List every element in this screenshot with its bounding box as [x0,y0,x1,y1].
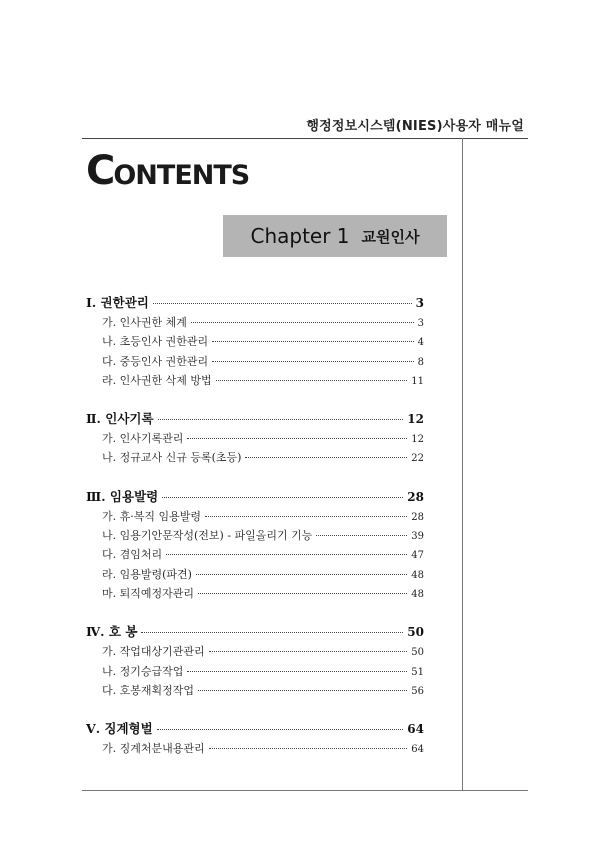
toc-page-number: 8 [417,356,424,368]
toc-page-number: 4 [417,337,424,349]
dot-leader [187,438,407,439]
toc-entry-label: 마. 퇴직예정자관리 [102,586,195,600]
toc-item-entry[interactable] [86,566,424,585]
contents-heading [86,148,249,194]
toc-entry-label: 다. 겸임처리 [102,548,163,562]
toc-item-entry[interactable] [86,449,424,468]
toc-item-entry[interactable] [86,546,424,565]
table-of-contents [86,293,424,777]
toc-item-entry[interactable] [86,585,424,604]
toc-page-number: 48 [411,588,424,600]
toc-entry-label: 가. 징계처분내용관리 [102,742,205,756]
toc-item-entry[interactable] [86,372,424,391]
dot-leader [198,690,407,691]
toc-page-number: 50 [411,647,424,659]
manual-title: 행정정보시스템(NIES)사용자 매뉴얼 [306,119,524,134]
toc-section [86,293,424,391]
toc-entry-label: 라. 인사권한 삭제 방법 [102,373,212,387]
toc-entry-label: Ⅳ. 호 봉 [86,624,138,640]
dot-leader [209,748,408,749]
toc-entry-label: Ⅱ. 인사기록 [86,411,154,427]
toc-page-number: 28 [407,489,424,504]
contents-heading-initial: C [86,148,114,194]
dot-leader [245,457,407,458]
dot-leader [316,535,407,536]
toc-entry-label: 나. 임용기안문작성(전보) - 파일올리기 기능 [102,529,313,543]
toc-section [86,719,424,759]
toc-page-number: 64 [411,744,424,756]
dot-leader [157,729,404,730]
toc-entry-label: 가. 인사기록관리 [102,432,184,446]
toc-item-entry[interactable] [86,663,424,682]
toc-item-entry[interactable] [86,740,424,759]
toc-entry-label: 다. 호봉재획정작업 [102,683,195,697]
toc-entry-label: Ⅰ. 권한관리 [86,295,149,310]
toc-section [86,622,424,701]
toc-page-number: 39 [411,531,424,543]
toc-page-number: 48 [411,569,424,581]
dot-leader [198,593,407,594]
toc-entry-label: 나. 초등인사 권한관리 [102,335,209,349]
toc-page-number: 28 [411,511,424,523]
toc-item-entry[interactable] [86,527,424,546]
chapter-number: Chapter 1 [250,224,350,248]
dot-leader [162,497,403,498]
dot-leader [153,303,412,304]
side-rule [462,138,463,790]
dot-leader [196,574,407,575]
toc-page-number: 64 [407,722,424,737]
dot-leader [166,554,407,555]
toc-section-entry[interactable] [86,409,424,430]
toc-item-entry[interactable] [86,643,424,662]
toc-entry-label: Ⅴ. 징계형벌 [86,721,153,737]
dot-leader [191,322,414,323]
chapter-banner [223,215,447,257]
toc-item-entry[interactable] [86,353,424,372]
toc-page-number: 3 [415,296,424,310]
dot-leader [212,361,414,362]
toc-item-entry[interactable] [86,508,424,527]
toc-entry-label: 라. 임용발령(파견) [102,567,192,581]
toc-section-entry[interactable] [86,622,424,643]
toc-entry-label: 가. 작업대상기관관리 [102,645,205,659]
toc-entry-label: 다. 중등인사 권한관리 [102,354,209,368]
toc-page-number: 56 [411,685,424,697]
dot-leader [187,671,407,672]
toc-page-number: 12 [407,412,424,427]
toc-item-entry[interactable] [86,333,424,352]
toc-section [86,487,424,604]
toc-entry-label: 가. 휴·복직 임용발령 [102,509,201,523]
toc-section-entry[interactable] [86,719,424,740]
dot-leader [216,380,408,381]
toc-page-number: 11 [411,375,424,387]
toc-page-number: 47 [411,550,424,562]
dot-leader [141,632,403,633]
toc-page-number: 3 [417,318,424,329]
toc-entry-label: Ⅲ. 임용발령 [86,488,159,504]
toc-entry-label: 가. 인사권한 체계 [102,316,187,329]
dot-leader [212,341,414,342]
toc-item-entry[interactable] [86,314,424,333]
dot-leader [158,419,404,420]
toc-page-number: 22 [411,453,424,465]
toc-page-number: 12 [411,434,424,446]
toc-section-entry[interactable] [86,293,424,314]
toc-section-entry[interactable] [86,487,424,508]
toc-entry-label: 나. 정규교사 신규 등록(초등) [102,451,242,465]
toc-entry-label: 나. 정기승급작업 [102,664,184,678]
chapter-name: 교원인사 [361,227,420,246]
dot-leader [205,516,407,517]
dot-leader [209,651,408,652]
toc-item-entry[interactable] [86,430,424,449]
toc-section [86,409,424,469]
toc-page-number: 50 [407,625,424,640]
footer-rule [82,790,528,791]
toc-page-number: 51 [411,666,424,678]
toc-item-entry[interactable] [86,682,424,701]
contents-heading-rest: ONTENTS [113,160,250,191]
